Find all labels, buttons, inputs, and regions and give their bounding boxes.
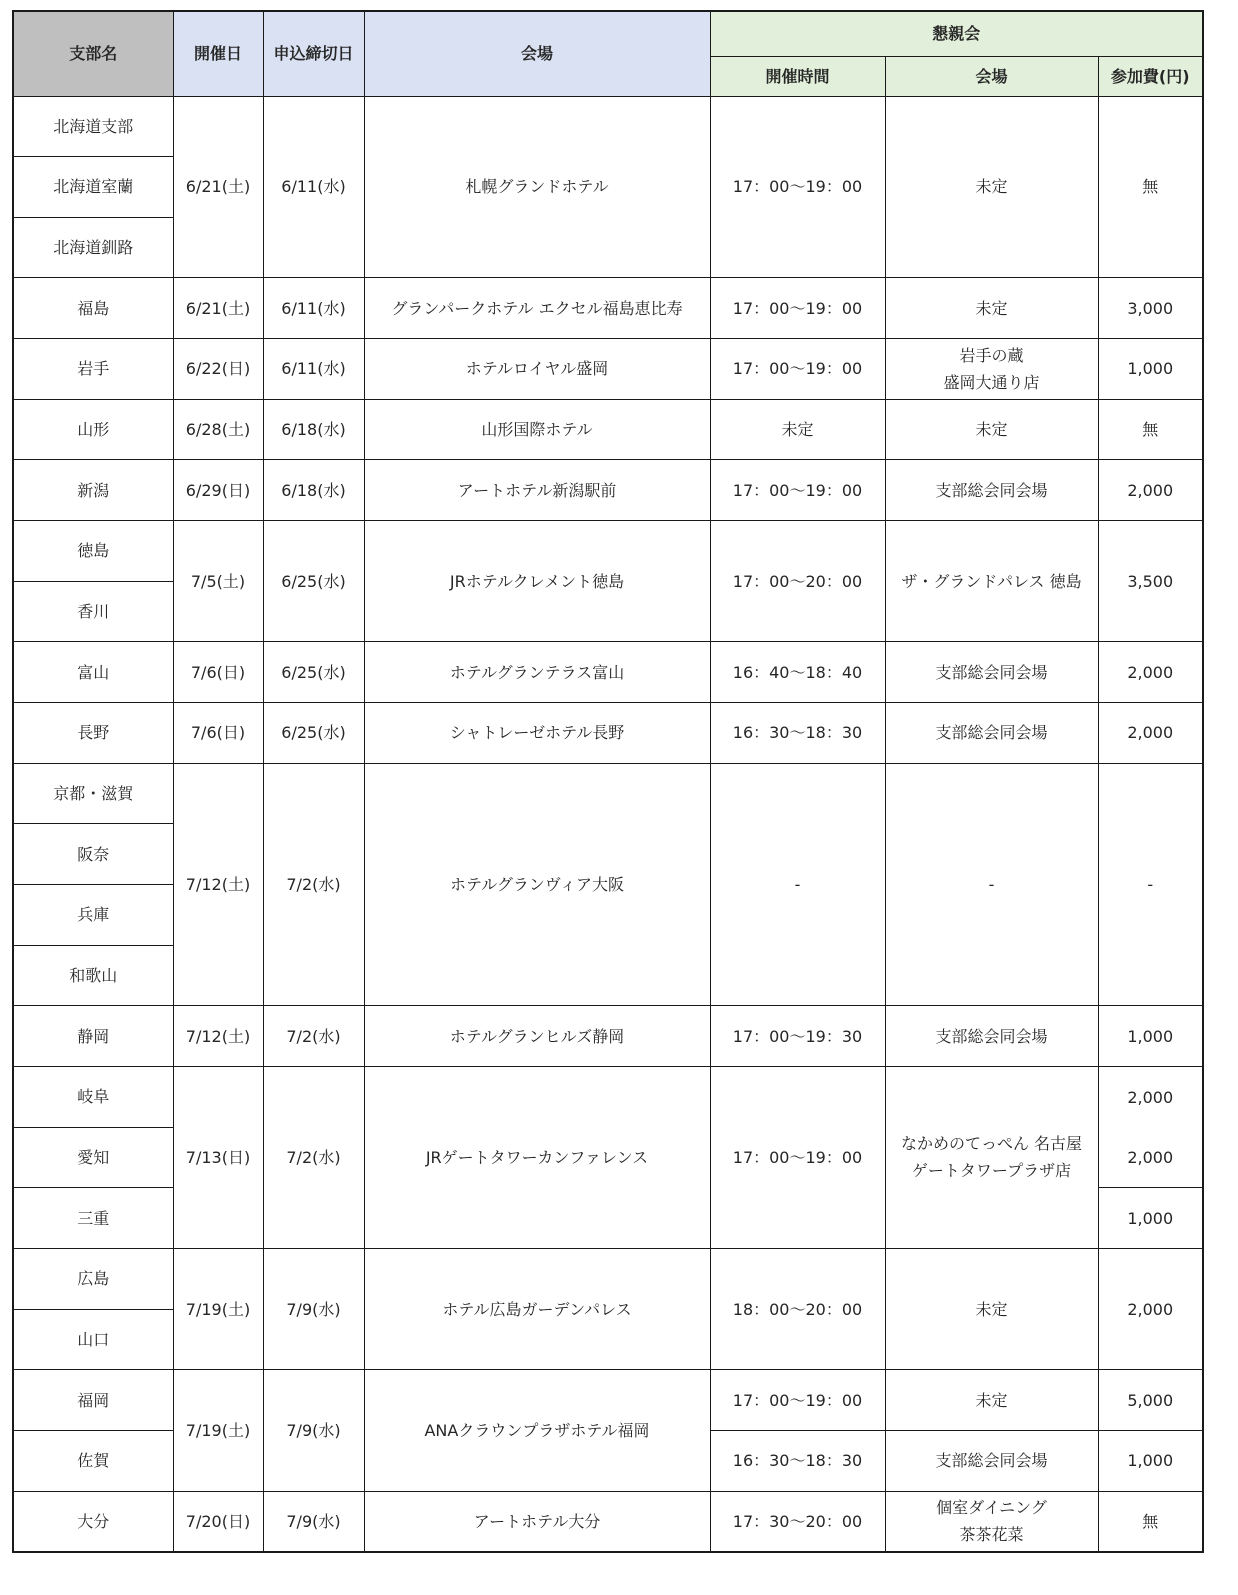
deadline-cell: 6/25(水) [263,521,364,642]
header-row [13,11,1203,56]
party-time-cell: 16：30～18：30 [710,1430,885,1491]
event-date-cell: 6/21(土) [173,96,263,278]
party-fee-cell: 2,000 [1098,460,1203,521]
table-row [13,521,1203,582]
venue-cell: ホテルグランテラス富山 [364,642,710,703]
party-time-cell: 17：00～19：00 [710,278,885,339]
party-fee-cell: 1,000 [1098,1188,1203,1249]
table-row [13,763,1203,824]
branch-name-cell: 愛知 [13,1127,173,1188]
branch-name-cell: 富山 [13,642,173,703]
party-venue-cell: - [885,763,1098,1006]
venue-cell: アートホテル大分 [364,1491,710,1552]
event-date-cell: 6/22(日) [173,339,263,400]
party-fee-cell: 2,000 [1098,703,1203,764]
table-body [13,96,1203,1552]
table-row [13,399,1203,460]
party-venue-cell: 未定 [885,96,1098,278]
party-fee-cell: 無 [1098,1491,1203,1552]
event-date-cell: 7/13(日) [173,1067,263,1249]
venue-cell: 山形国際ホテル [364,399,710,460]
table-row [13,1370,1203,1431]
venue-cell: JRゲートタワーカンファレンス [364,1067,710,1249]
deadline-cell: 7/2(水) [263,1067,364,1249]
party-fee-cell: 無 [1098,96,1203,278]
branch-name-cell: 北海道釧路 [13,217,173,278]
venue-cell: グランパークホテル エクセル福島恵比寿 [364,278,710,339]
branch-name-cell: 阪奈 [13,824,173,885]
venue-cell: シャトレーゼホテル長野 [364,703,710,764]
deadline-cell: 7/2(水) [263,763,364,1006]
branch-name-cell: 静岡 [13,1006,173,1067]
branch-name-cell: 長野 [13,703,173,764]
table-row [13,642,1203,703]
party-fee-cell: 1,000 [1098,339,1203,400]
venue-cell: ANAクラウンプラザホテル福岡 [364,1370,710,1491]
party-venue-cell: 支部総会同会場 [885,642,1098,703]
party-fee-cell: 2,000 [1098,1248,1203,1369]
table-row [13,96,1203,157]
party-time-cell: 18：00～20：00 [710,1248,885,1369]
branch-name-cell: 三重 [13,1188,173,1249]
branch-name-cell: 和歌山 [13,945,173,1006]
party-time-cell: 17：00～19：00 [710,1067,885,1249]
table-row [13,278,1203,339]
branch-name-cell: 大分 [13,1491,173,1552]
branch-name-cell: 佐賀 [13,1430,173,1491]
branch-name-cell: 兵庫 [13,885,173,946]
event-date-cell: 7/6(日) [173,642,263,703]
branch-name-cell: 新潟 [13,460,173,521]
header-party-venue: 会場 [885,56,1098,96]
event-date-cell: 7/19(土) [173,1370,263,1491]
venue-cell: ホテルロイヤル盛岡 [364,339,710,400]
venue-cell: 札幌グランドホテル [364,96,710,278]
branch-name-cell: 京都・滋賀 [13,763,173,824]
party-time-cell: - [710,763,885,1006]
event-date-cell: 6/29(日) [173,460,263,521]
deadline-cell: 6/18(水) [263,460,364,521]
header-party: 懇親会 [710,11,1203,56]
venue-cell: JRホテルクレメント徳島 [364,521,710,642]
branch-name-cell: 岐阜 [13,1067,173,1128]
party-fee-cell: 5,000 [1098,1370,1203,1431]
table-header [13,11,1203,96]
party-venue-cell: なかめのてっぺん 名古屋 ゲートタワープラザ店 [885,1067,1098,1249]
deadline-cell: 6/18(水) [263,399,364,460]
party-time-cell: 16：30～18：30 [710,703,885,764]
event-date-cell: 7/20(日) [173,1491,263,1552]
header-branch-name: 支部名 [13,11,173,96]
party-fee-cell: 無 [1098,399,1203,460]
party-fee-cell: - [1098,763,1203,1006]
venue-cell: ホテルグランヒルズ静岡 [364,1006,710,1067]
party-fee-cell: 2,000 [1098,1067,1203,1128]
event-date-cell: 7/5(土) [173,521,263,642]
table-row [13,703,1203,764]
party-venue-cell: 未定 [885,1248,1098,1369]
table-row [13,1006,1203,1067]
party-time-cell: 16：40～18：40 [710,642,885,703]
deadline-cell: 6/11(水) [263,339,364,400]
party-venue-cell: 岩手の蔵 盛岡大通り店 [885,339,1098,400]
table-row [13,1491,1203,1552]
party-time-cell: 17：00～19：30 [710,1006,885,1067]
branch-name-cell: 香川 [13,581,173,642]
event-date-cell: 7/12(土) [173,1006,263,1067]
header-event-date: 開催日 [173,11,263,96]
party-venue-cell: 未定 [885,278,1098,339]
party-time-cell: 17：00～20：00 [710,521,885,642]
table-row [13,1067,1203,1128]
venue-cell: ホテルグランヴィア大阪 [364,763,710,1006]
branch-name-cell: 北海道室蘭 [13,157,173,218]
header-party-fee: 参加費(円) [1098,56,1203,96]
branch-name-cell: 広島 [13,1248,173,1309]
branch-name-cell: 山口 [13,1309,173,1370]
table-row [13,460,1203,521]
event-date-cell: 7/6(日) [173,703,263,764]
party-venue-cell: 個室ダイニング 茶茶花菜 [885,1491,1098,1552]
table-row [13,339,1203,400]
party-venue-cell: 支部総会同会場 [885,703,1098,764]
party-venue-cell: 未定 [885,1370,1098,1431]
header-venue: 会場 [364,11,710,96]
party-venue-cell: ザ・グランドパレス 徳島 [885,521,1098,642]
party-venue-cell: 支部総会同会場 [885,1430,1098,1491]
deadline-cell: 6/25(水) [263,703,364,764]
party-fee-cell: 2,000 [1098,1127,1203,1188]
party-time-cell: 17：00～19：00 [710,1370,885,1431]
deadline-cell: 7/9(水) [263,1491,364,1552]
party-fee-cell: 1,000 [1098,1430,1203,1491]
party-fee-cell: 2,000 [1098,642,1203,703]
branch-name-cell: 岩手 [13,339,173,400]
header-party-time: 開催時間 [710,56,885,96]
deadline-cell: 6/11(水) [263,96,364,278]
party-time-cell: 未定 [710,399,885,460]
deadline-cell: 6/11(水) [263,278,364,339]
party-time-cell: 17：00～19：00 [710,96,885,278]
venue-cell: アートホテル新潟駅前 [364,460,710,521]
party-venue-cell: 未定 [885,399,1098,460]
party-time-cell: 17：00～19：00 [710,460,885,521]
event-date-cell: 6/21(土) [173,278,263,339]
deadline-cell: 6/25(水) [263,642,364,703]
header-deadline: 申込締切日 [263,11,364,96]
party-time-cell: 17：00～19：00 [710,339,885,400]
party-fee-cell: 3,500 [1098,521,1203,642]
party-venue-cell: 支部総会同会場 [885,460,1098,521]
branch-name-cell: 北海道支部 [13,96,173,157]
branch-name-cell: 福島 [13,278,173,339]
event-date-cell: 7/19(土) [173,1248,263,1369]
table-row [13,1248,1203,1309]
venue-cell: ホテル広島ガーデンパレス [364,1248,710,1369]
party-time-cell: 17：30～20：00 [710,1491,885,1552]
deadline-cell: 7/9(水) [263,1370,364,1491]
party-fee-cell: 3,000 [1098,278,1203,339]
branch-name-cell: 福岡 [13,1370,173,1431]
deadline-cell: 7/9(水) [263,1248,364,1369]
event-date-cell: 6/28(土) [173,399,263,460]
party-venue-cell: 支部総会同会場 [885,1006,1098,1067]
deadline-cell: 7/2(水) [263,1006,364,1067]
branch-name-cell: 徳島 [13,521,173,582]
branch-meeting-schedule-table [12,10,1204,1553]
branch-name-cell: 山形 [13,399,173,460]
party-fee-cell: 1,000 [1098,1006,1203,1067]
event-date-cell: 7/12(土) [173,763,263,1006]
